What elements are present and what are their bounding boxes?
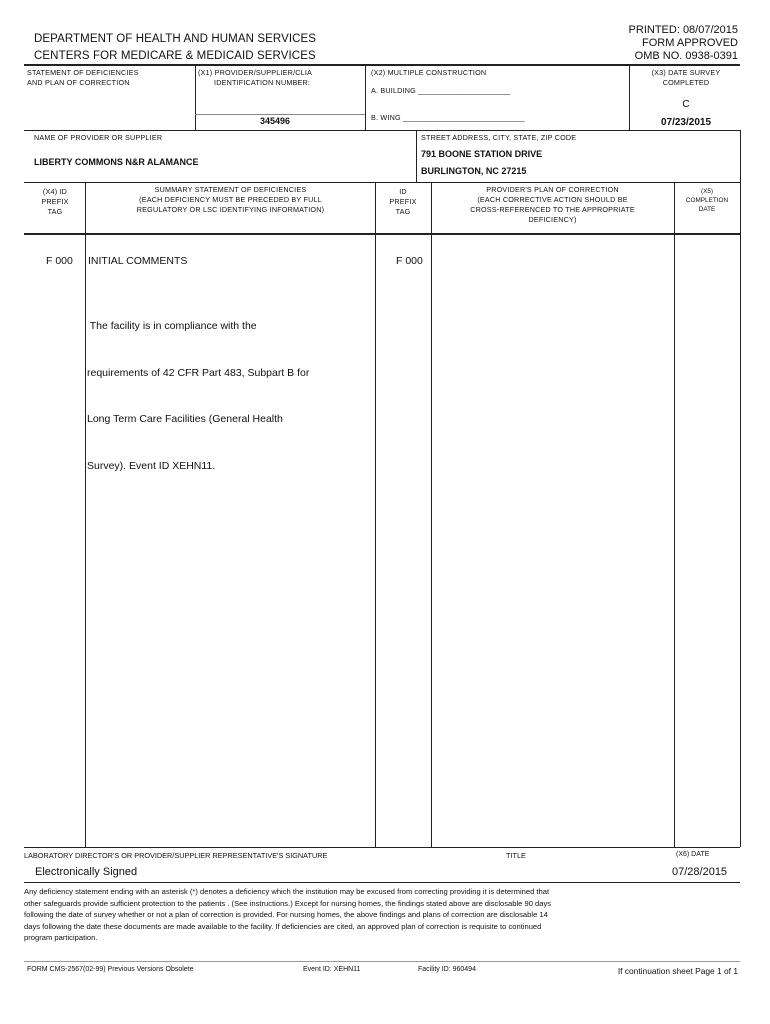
column-divider: [85, 182, 86, 847]
title-label: TITLE: [506, 851, 526, 860]
address-label: STREET ADDRESS, CITY, STATE, ZIP CODE: [421, 133, 577, 142]
top-border: [24, 64, 740, 66]
form-approved: FORM APPROVED: [642, 37, 738, 49]
divider: [24, 130, 740, 131]
statement-label: STATEMENT OF DEFICIENCIES AND PLAN OF CORRECTION: [27, 68, 139, 87]
deficiency-tag-right: F 000: [396, 255, 423, 267]
survey-code: C: [682, 99, 690, 110]
divider: [24, 182, 740, 183]
event-id: Event ID: XEHN11: [303, 966, 361, 973]
facility-id: Facility ID: 960494: [418, 966, 476, 973]
footer-border: [24, 961, 740, 962]
signature-bottom-border: [24, 882, 740, 883]
provider-name-label: NAME OF PROVIDER OR SUPPLIER: [34, 133, 163, 142]
column-divider: [431, 182, 432, 847]
wing-label: B. WING _____________________________: [371, 113, 525, 122]
divider: [629, 64, 630, 130]
provider-id-number: 345496: [260, 116, 291, 126]
omb-number: OMB NO. 0938-0391: [634, 50, 738, 62]
building-label: A. BUILDING ______________________: [371, 86, 511, 95]
department-title: DEPARTMENT OF HEALTH AND HUMAN SERVICES: [34, 33, 317, 45]
x4-header: (X4) ID PREFIX TAG: [41, 187, 69, 216]
signature-top-border: [24, 847, 740, 848]
divider: [195, 64, 196, 130]
summary-header: SUMMARY STATEMENT OF DEFICIENCIES (EACH DEFICIENCY MUST BE PRECEDED BY FULL REGULATORY OR LSC IDENTIFYING INFORMATION): [136, 185, 325, 214]
address-line-1: 791 BOONE STATION DRIVE: [421, 149, 543, 159]
deficiency-heading: INITIAL COMMENTS: [88, 255, 188, 267]
x1-label: (X1) PROVIDER/SUPPLIER/CLIA IDENTIFICATION NUMBER:: [198, 68, 313, 87]
column-divider: [375, 182, 376, 847]
deficiency-text: The facility is in compliance with the requirements of 42 CFR Part 483, Subpart B for Long Term Care Facilities (General Health Survey). Event ID XEHN11.: [87, 320, 310, 472]
centers-title: CENTERS FOR MEDICARE & MEDICAID SERVICES: [34, 50, 316, 62]
column-divider: [674, 182, 675, 847]
signature-label: LABORATORY DIRECTOR'S OR PROVIDER/SUPPLIER REPRESENTATIVE'S SIGNATURE: [24, 851, 328, 860]
date-label: (X6) DATE: [676, 851, 710, 858]
column-divider: [740, 182, 741, 847]
signature-date: 07/28/2015: [672, 866, 728, 878]
x2-label: (X2) MULTIPLE CONSTRUCTION: [371, 68, 487, 77]
deficiency-tag-left: F 000: [46, 255, 73, 267]
divider: [195, 114, 365, 115]
form-number: FORM CMS-2567(02-99) Previous Versions Obsolete: [27, 966, 194, 973]
divider: [416, 130, 417, 182]
signature-value: Electronically Signed: [35, 866, 138, 878]
disclaimer: Any deficiency statement ending with an asterisk (*) denotes a deficiency which the institution may be excused from correcting providing it is determined that other safeguards provide sufficient protection to the patients . (See instructions.) Except for nursing homes, the findings stated above are disclosable 90 days following the date of survey whether or not a plan of correction is provided. For nursing homes, the above findings and plans of correction are disclosable 14 days following the date these documents are made available to the facility. If deficiencies are cited, an approved plan of correction is requisite to continued program participation.: [24, 887, 552, 942]
provider-name: LIBERTY COMMONS N&R ALAMANCE: [34, 157, 199, 167]
plan-header: PROVIDER'S PLAN OF CORRECTION (EACH CORRECTIVE ACTION SHOULD BE CROSS-REFERENCED TO THE APPROPRIATE DEFICIENCY): [470, 185, 635, 224]
header-bottom-border: [24, 233, 740, 235]
id-header: ID PREFIX TAG: [389, 187, 417, 216]
divider: [740, 130, 741, 182]
x3-label: (X3) DATE SURVEY COMPLETED: [651, 68, 721, 87]
page-number: If continuation sheet Page 1 of 1: [617, 966, 738, 976]
printed-date: PRINTED: 08/07/2015: [628, 24, 738, 36]
survey-date: 07/23/2015: [660, 117, 712, 128]
divider: [365, 64, 366, 130]
x5-header: (X5) COMPLETION DATE: [685, 188, 729, 213]
address-line-2: BURLINGTON, NC 27215: [421, 166, 527, 176]
